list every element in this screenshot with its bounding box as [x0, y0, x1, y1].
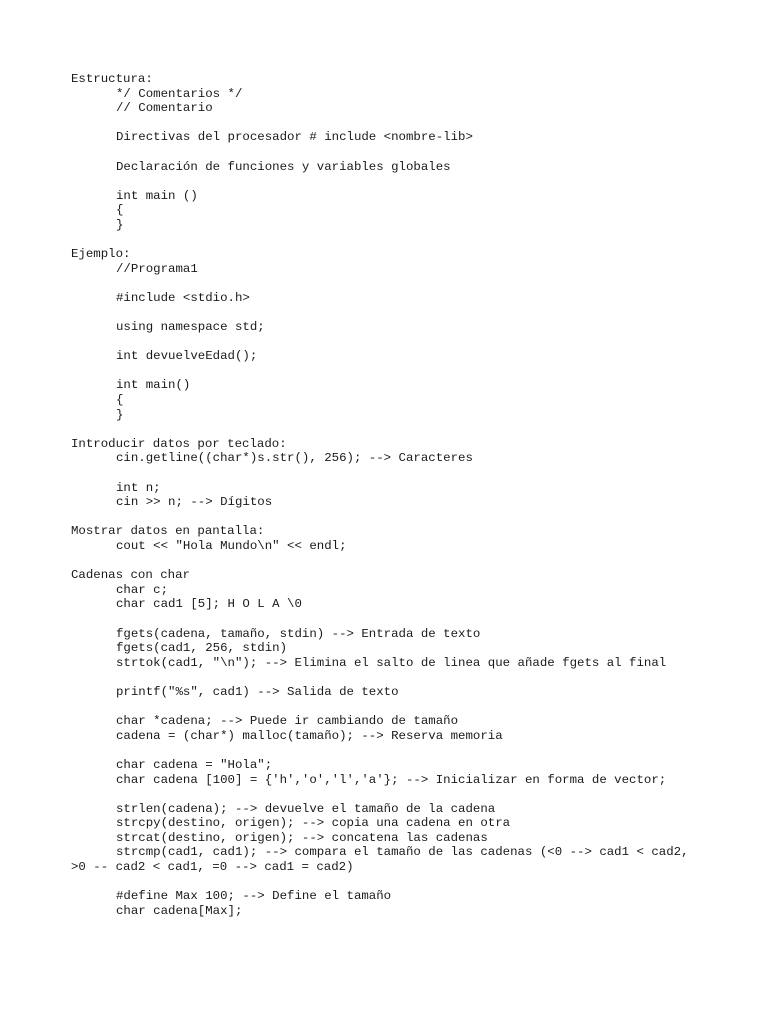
code-line: strlen(cadena); --> devuelve el tamaño de la cadena — [116, 801, 496, 816]
blank-line — [71, 306, 761, 321]
code-line: */ Comentarios */ — [116, 86, 243, 101]
blank-line — [71, 554, 761, 569]
code-line: cin.getline((char*)s.str(), 256); --> Caracteres — [116, 451, 473, 466]
code-line: Declaración de funciones y variables globales — [116, 159, 451, 174]
blank-line — [71, 174, 761, 189]
blank-line — [71, 670, 761, 685]
code-line: strtok(cad1, "\n"); --> Elimina el salto de linea que añade fgets al final — [116, 655, 667, 670]
section-heading: Cadenas con char — [71, 568, 190, 583]
code-line: int main() — [116, 378, 191, 393]
blank-line — [71, 116, 761, 131]
code-line: fgets(cadena, tamaño, stdin) --> Entrada de texto — [116, 626, 481, 641]
code-line: // Comentario — [116, 101, 213, 116]
blank-line — [71, 233, 761, 248]
code-line: printf("%s", cad1) --> Salida de texto — [116, 684, 399, 699]
blank-line — [71, 335, 761, 350]
section-heading: Estructura: — [71, 72, 153, 86]
document-text — [71, 72, 761, 918]
section-heading: Ejemplo: — [71, 247, 131, 262]
section-heading: Mostrar datos en pantalla: — [71, 524, 265, 539]
code-line: } — [116, 217, 124, 232]
code-line: strcat(destino, origen); --> concatena las cadenas — [116, 830, 488, 845]
code-line: int devuelveEdad(); — [116, 349, 258, 364]
code-line: cin >> n; --> Dígitos — [116, 495, 273, 510]
code-line: char *cadena; --> Puede ir cambiando de tamaño — [116, 714, 459, 729]
code-line: char cadena [100] = {'h','o','l','a'}; --> Inicializar en forma de vector; — [116, 772, 667, 787]
code-line: #define Max 100; --> Define el tamaño — [116, 889, 392, 904]
code-line: { — [116, 203, 124, 218]
blank-line — [71, 466, 761, 481]
code-line: int n; — [116, 480, 161, 495]
section-heading: Introducir datos por teclado: — [71, 436, 287, 451]
code-line: } — [116, 407, 124, 422]
code-line: fgets(cad1, 256, stdin) — [116, 641, 288, 656]
section-heading: >0 -- cad2 < cad1, =0 --> cad1 = cad2) — [71, 860, 354, 875]
code-line: cout << "Hola Mundo\n" << endl; — [116, 539, 347, 553]
code-line: char cadena = "Hola"; — [116, 757, 273, 772]
code-line: Directivas del procesador # include <nombre-lib> — [116, 130, 473, 145]
blank-line — [71, 875, 761, 890]
blank-line — [71, 787, 761, 802]
blank-line — [71, 364, 761, 379]
blank-line — [71, 145, 761, 160]
code-line: using namespace std; — [116, 320, 265, 335]
code-line: { — [116, 393, 124, 408]
code-line: //Programa1 — [116, 261, 198, 276]
code-line: cadena = (char*) malloc(tamaño); --> Reserva memoria — [116, 728, 503, 743]
code-line: strcmp(cad1, cad1); --> compara el tamaño de las cadenas (<0 --> cad1 < cad2, — [116, 845, 689, 860]
blank-line — [71, 700, 761, 715]
code-line: char cadena[Max]; — [116, 903, 243, 918]
code-line: #include <stdio.h> — [116, 290, 250, 305]
blank-line — [71, 510, 761, 525]
blank-line — [71, 422, 761, 437]
blank-line — [71, 276, 761, 291]
blank-line — [71, 612, 761, 627]
code-line: strcpy(destino, origen); --> copia una cadena en otra — [116, 816, 511, 831]
code-line: char c; — [116, 582, 169, 597]
code-line: int main () — [116, 188, 198, 203]
code-line: char cad1 [5]; H O L A \0 — [116, 597, 302, 612]
blank-line — [71, 743, 761, 758]
